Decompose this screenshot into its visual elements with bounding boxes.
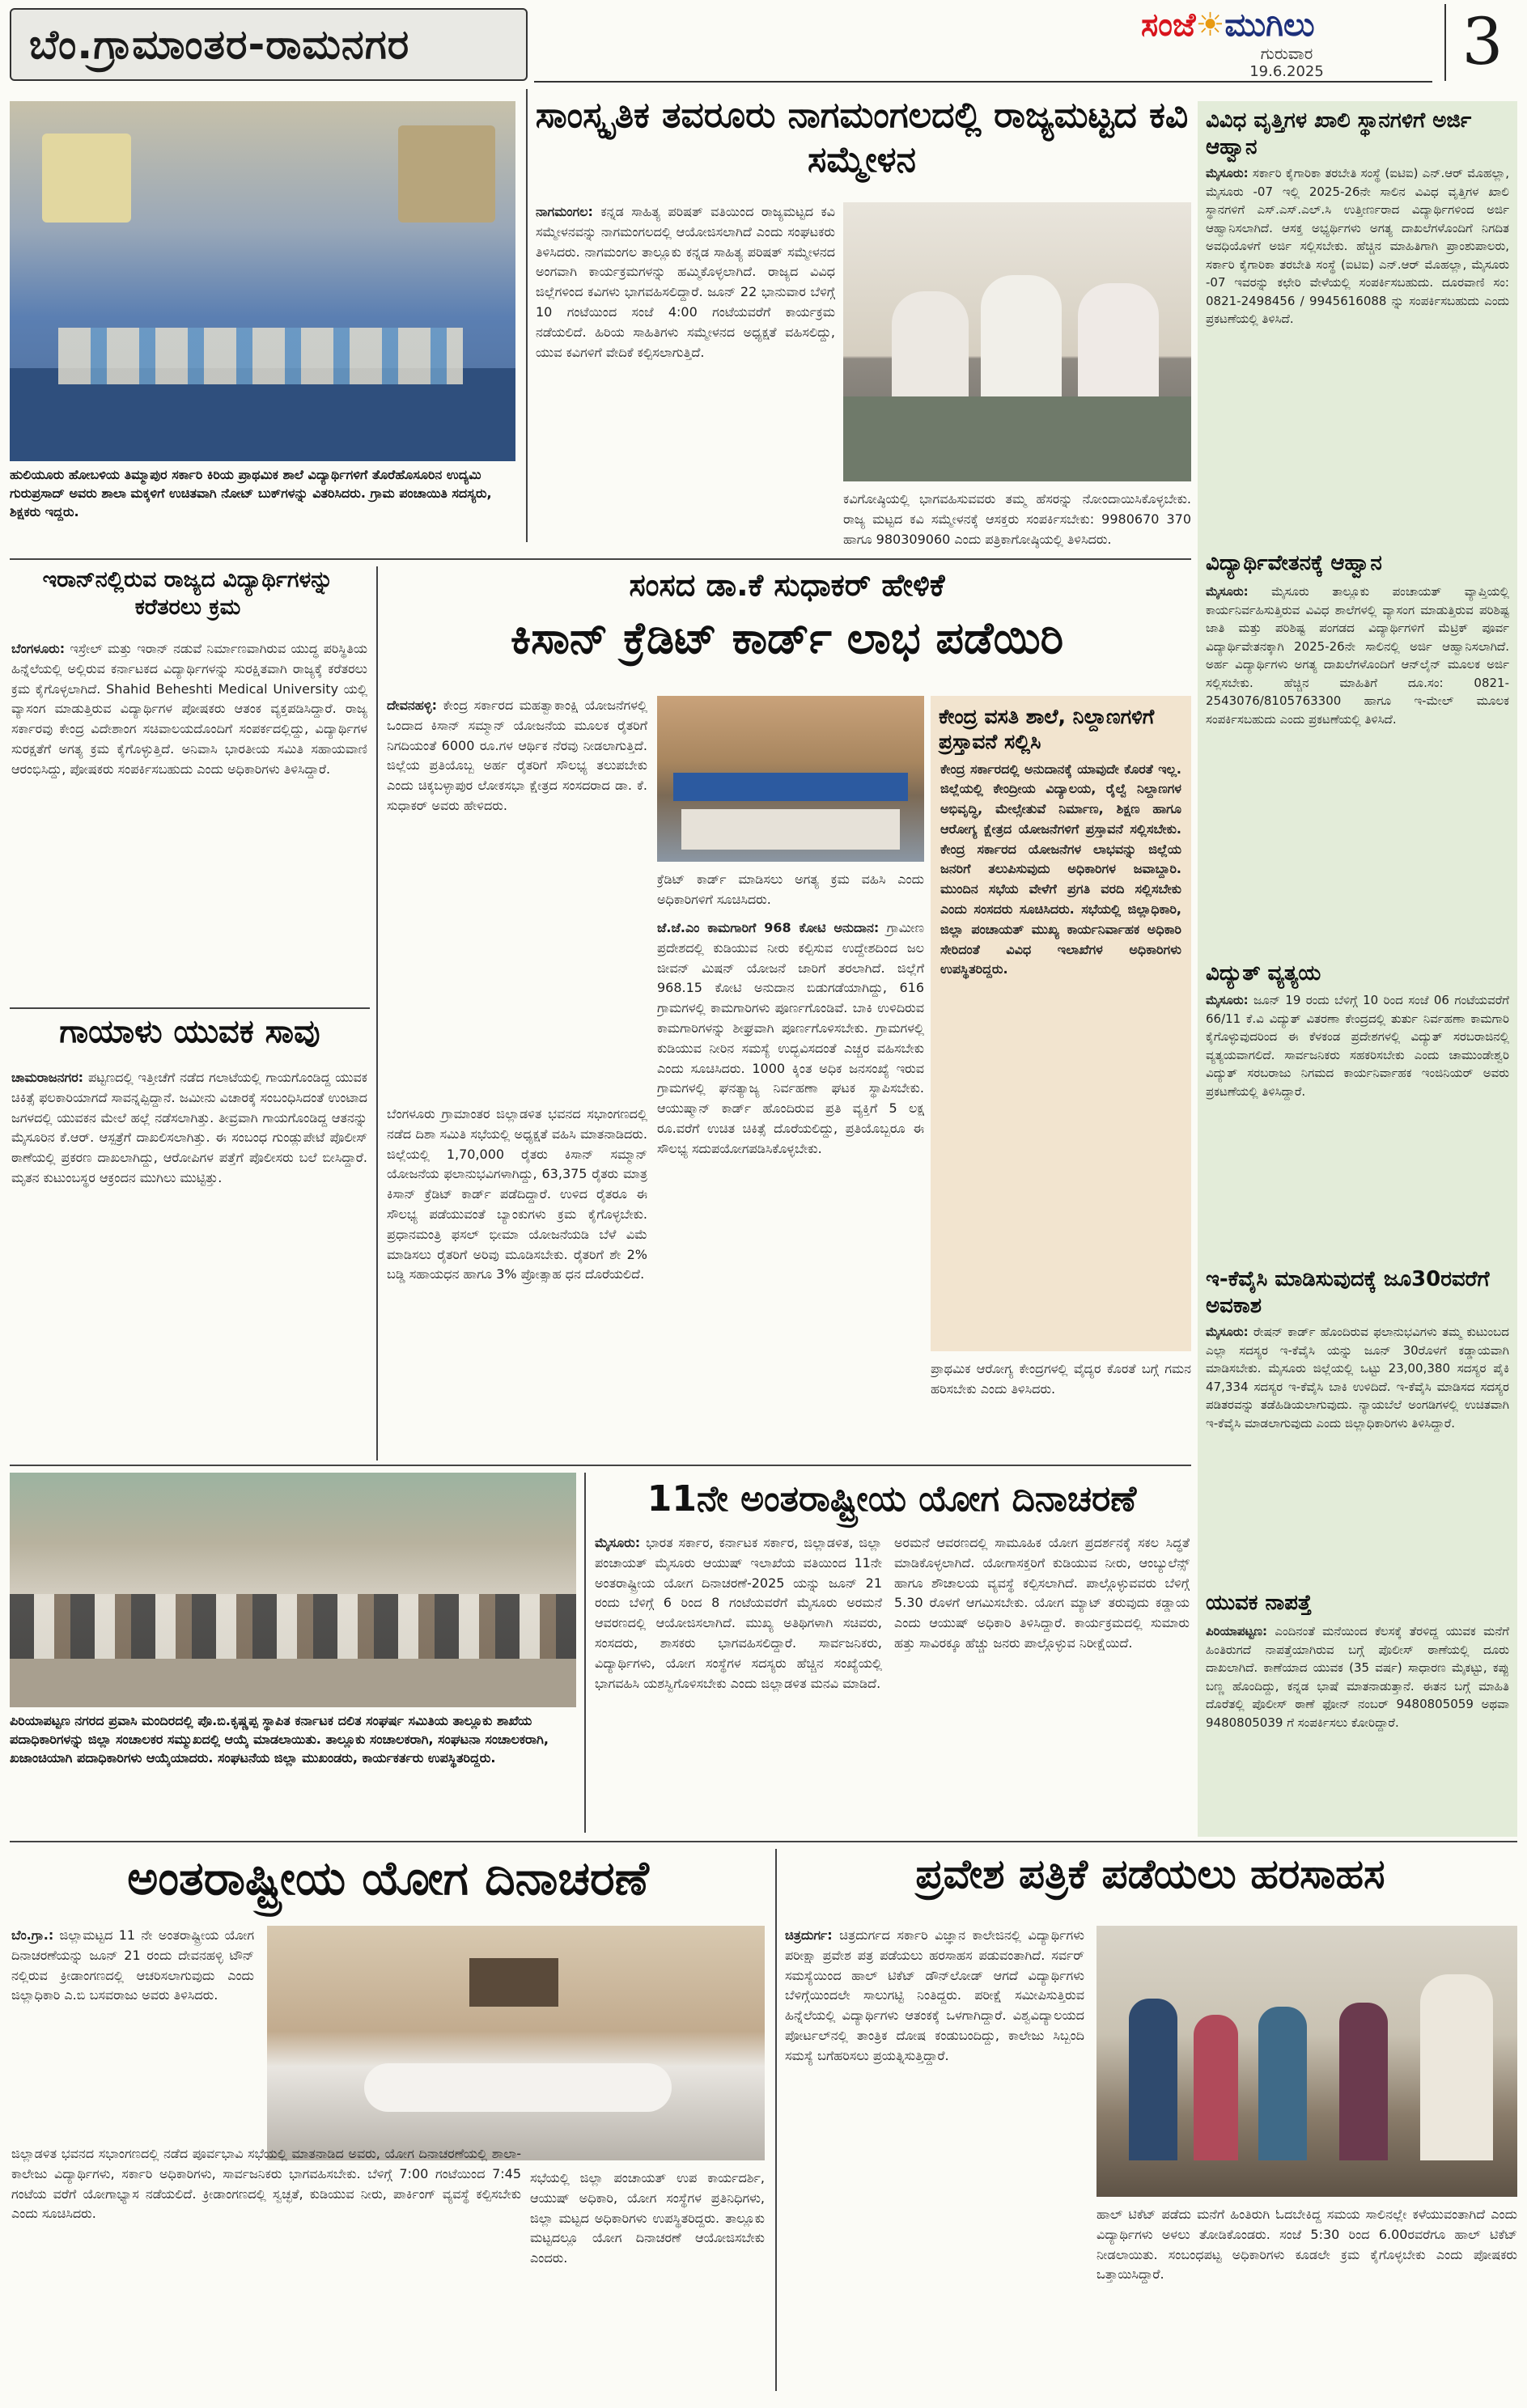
kisan-credit-body-2: ಬೆಂಗಳೂರು ಗ್ರಾಮಾಂತರ ಜಿಲ್ಲಾಡಳಿತ ಭವನದ ಸಭಾಂಗಣದಲ್ಲಿ ನಡೆದ ದಿಶಾ ಸಮಿತಿ ಸಭೆಯಲ್ಲಿ ಅಧ್ಯಕ್ಷತೆ ವಹಿಸಿ ಮಾತನಾಡಿದರು. ಜಿಲ್ಲೆಯಲ್ಲಿ 1,70,000 ರೈತರು ಕಿಸಾನ್ ಸಮ್ಮಾನ್ ಯೋಜನೆಯ ಫಲಾನುಭವಿಗಳಾಗಿದ್ದು, 63,375 ರೈತರು ಮಾತ್ರ ಕಿಸಾನ್ ಕ್ರೆಡಿಟ್ ಕಾರ್ಡ್ ಪಡೆದಿದ್ದಾರೆ. ಉಳಿದ ರೈತರೂ ಈ ಸೌಲಭ್ಯ ಪಡೆಯುವಂತೆ ಬ್ಯಾಂಕುಗಳು ಕ್ರಮ ಕೈಗೊಳ್ಳಬೇಕು. ಪ್ರಧಾನಮಂತ್ರಿ ಫಸಲ್ ಭೀಮಾ ಯೋಜನೆಯಡಿ ಬೆಳೆ ವಿಮೆ ಮಾಡಿಸಲು ರೈತರಿಗೆ ಅರಿವು ಮೂಡಿಸಬೇಕು. ರೈತರಿಗೆ ಶೇ 2% ಬಡ್ಡಿ ಸಹಾಯಧನ ಹಾಗೂ 3% ಪ್ರೋತ್ಸಾಹ ಧನ ದೊರೆಯಲಿದೆ. bbox=[387, 1106, 647, 1282]
column-divider bbox=[526, 89, 528, 542]
press-meet-photo bbox=[843, 202, 1191, 481]
missing-youth-body: ಪಿರಿಯಾಪಟ್ಟಣ: ಎಂದಿನಂತೆ ಮನೆಯಿಂದ ಕೆಲಸಕ್ಕೆ ತೆರಳಿದ್ದ ಯುವಕ ಮನೆಗೆ ಹಿಂತಿರುಗದೆ ನಾಪತ್ತೆಯಾಗಿರುವ ಬಗ್ಗೆ ಪೊಲೀಸ್ ಠಾಣೆಯಲ್ಲಿ ದೂರು ದಾಖಲಾಗಿದೆ. ಕಾಣೆಯಾದ ಯುವಕ (35 ವರ್ಷ) ಸಾಧಾರಣ ಮೈಕಟ್ಟು, ಕಪ್ಪು ಬಣ್ಣ ಹೊಂದಿದ್ದು, ಕನ್ನಡ ಭಾಷೆ ಮಾತನಾಡುತ್ತಾನೆ. ಈತನ ಬಗ್ಗೆ ಮಾಹಿತಿ ದೊರೆತಲ್ಲಿ ಪೊಲೀಸ್ ಠಾಣೆ ಫೋನ್ ನಂಬರ್ 9480805059 ಅಥವಾ 9480805039 ಗೆ ಸಂಪರ್ಕಿಸಲು ಕೋರಿದ್ದಾರೆ. bbox=[1206, 1624, 1509, 1730]
header-rule bbox=[534, 81, 1432, 83]
mysuru-yoga-body-2: ಅರಮನೆ ಆವರಣದಲ್ಲಿ ಸಾಮೂಹಿಕ ಯೋಗ ಪ್ರದರ್ಶನಕ್ಕೆ ಸಕಲ ಸಿದ್ಧತೆ ಮಾಡಿಕೊಳ್ಳಲಾಗಿದೆ. ಯೋಗಾಸಕ್ತರಿಗೆ ಕುಡಿಯುವ ನೀರು, ಆಂಬ್ಯುಲೆನ್ಸ್ ಹಾಗೂ ಶೌಚಾಲಯ ವ್ಯವಸ್ಥೆ ಕಲ್ಪಿಸಲಾಗಿದೆ. ಪಾಲ್ಗೊಳ್ಳುವವರು ಬೆಳಿಗ್ಗೆ 5.30 ರೊಳಗೆ ಆಗಮಿಸಬೇಕು. ಯೋಗ ಮ್ಯಾಟ್ ತರುವುದು ಕಡ್ಡಾಯ ಎಂದು ಆಯುಷ್ ಅಧಿಕಾರಿ ತಿಳಿಸಿದ್ದಾರೆ. ಕಾರ್ಯಕ್ರಮದಲ್ಲಿ ಸುಮಾರು ಹತ್ತು ಸಾವಿರಕ್ಕೂ ಹೆಚ್ಚು ಜನರು ಪಾಲ್ಗೊಳ್ಳುವ ನಿರೀಕ್ಷೆಯಿದೆ. bbox=[894, 1535, 1190, 1651]
kavi-sammelana-headline: ಸಾಂಸ್ಕೃತಿಕ ತವರೂರು ನಾಗಮಂಗಲದಲ್ಲಿ ರಾಜ್ಯಮಟ್ಟದ ಕವಿ ಸಮ್ಮೇಳನ bbox=[535, 95, 1189, 180]
ekyc-headline: ಇ-ಕೆವೈಸಿ ಮಾಡಿಸುವುದಕ್ಕೆ ಜೂ30ರವರೆಗೆ ಅವಕಾಶ bbox=[1206, 1267, 1490, 1318]
iti-notice-headline: ವಿವಿಧ ವೃತ್ತಿಗಳ ಖಾಲಿ ಸ್ಥಾನಗಳಿಗೆ ಅರ್ಜಿ ಆಹ್ವಾನ bbox=[1206, 108, 1472, 159]
injured-youth-body: ಚಾಮರಾಜನಗರ: ಪಟ್ಟಣದಲ್ಲಿ ಇತ್ತೀಚೆಗೆ ನಡೆದ ಗಲಾಟೆಯಲ್ಲಿ ಗಾಯಗೊಂಡಿದ್ದ ಯುವಕ ಚಿಕಿತ್ಸೆ ಫಲಕಾರಿಯಾಗದೆ ಸಾವನ್ನಪ್ಪಿದ್ದಾನೆ. ಜಮೀನು ವಿಚಾರಕ್ಕೆ ಸಂಬಂಧಿಸಿದಂತೆ ಉಂಟಾದ ಜಗಳದಲ್ಲಿ ಯುವಕನ ಮೇಲೆ ಹಲ್ಲೆ ನಡೆಸಲಾಗಿತ್ತು. ತೀವ್ರವಾಗಿ ಗಾಯಗೊಂಡಿದ್ದ ಆತನನ್ನು ಮೈಸೂರಿನ ಕೆ.ಆರ್. ಆಸ್ಪತ್ರೆಗೆ ದಾಖಲಿಸಲಾಗಿತ್ತು. ಈ ಸಂಬಂಧ ಗುಂಡ್ಲುಪೇಟೆ ಪೊಲೀಸ್ ಠಾಣೆಯಲ್ಲಿ ಪ್ರಕರಣ ದಾಖಲಾಗಿದ್ದು, ಆರೋಪಿಗಳ ಪತ್ತೆಗೆ ಪೊಲೀಸರು ಬಲೆ ಬೀಸಿದ್ದಾರೆ. ಮೃತನ ಕುಟುಂಬಸ್ಥರ ಆಕ್ರಂದನ ಮುಗಿಲು ಮುಟ್ಟಿತ್ತು. bbox=[11, 1070, 367, 1185]
central-school-body: ಕೇಂದ್ರ ಸರ್ಕಾರದಲ್ಲಿ ಅನುದಾನಕ್ಕೆ ಯಾವುದೇ ಕೊರತೆ ಇಲ್ಲ. ಜಿಲ್ಲೆಯಲ್ಲಿ ಕೇಂದ್ರೀಯ ವಿದ್ಯಾಲಯ, ರೈಲ್ವೆ ನಿಲ್ದಾಣಗಳ ಅಭಿವೃದ್ಧಿ, ಮೇಲ್ಸೇತುವೆ ನಿರ್ಮಾಣ, ಶಿಕ್ಷಣ ಹಾಗೂ ಆರೋಗ್ಯ ಕ್ಷೇತ್ರದ ಯೋಜನೆಗಳಿಗೆ ಪ್ರಸ್ತಾವನೆ ಸಲ್ಲಿಸಬೇಕು. ಕೇಂದ್ರ ಸರ್ಕಾರದ ಯೋಜನೆಗಳ ಲಾಭವನ್ನು ಜಿಲ್ಲೆಯ ಜನರಿಗೆ ತಲುಪಿಸುವುದು ಅಧಿಕಾರಿಗಳ ಜವಾಬ್ದಾರಿ. ಮುಂದಿನ ಸಭೆಯ ವೇಳೆಗೆ ಪ್ರಗತಿ ವರದಿ ಸಲ್ಲಿಸಬೇಕು ಎಂದು ಸಂಸದರು ಸೂಚಿಸಿದರು. ಸಭೆಯಲ್ಲಿ ಜಿಲ್ಲಾಧಿಕಾರಿ, ಜಿಲ್ಲಾ ಪಂಚಾಯತ್ ಮುಖ್ಯ ಕಾರ್ಯನಿರ್ವಾಹಕ ಅಧಿಕಾರಿ ಸೇರಿದಂತೆ ವಿವಿಧ ಇಲಾಖೆಗಳ ಅಧಿಕಾರಿಗಳು ಉಪಸ್ಥಿತರಿದ್ದರು. bbox=[940, 761, 1181, 977]
section-rule bbox=[10, 1841, 1517, 1842]
column-divider bbox=[775, 1849, 777, 2391]
yoga-day-body-3: ಸಭೆಯಲ್ಲಿ ಜಿಲ್ಲಾ ಪಂಚಾಯತ್ ಉಪ ಕಾರ್ಯದರ್ಶಿ, ಆಯುಷ್ ಅಧಿಕಾರಿ, ಯೋಗ ಸಂಸ್ಥೆಗಳ ಪ್ರತಿನಿಧಿಗಳು, ಜಿಲ್ಲಾ ಮಟ್ಟದ ಅಧಿಕಾರಿಗಳು ಉಪಸ್ಥಿತರಿದ್ದರು. ತಾಲ್ಲೂಕು ಮಟ್ಟದಲ್ಲೂ ಯೋಗ ದಿನಾಚರಣೆ ಆಯೋಜಿಸಬೇಕು ಎಂದರು. bbox=[530, 2170, 765, 2266]
central-school-tail: ಪ್ರಾಥಮಿಕ ಆರೋಗ್ಯ ಕೇಂದ್ರಗಳಲ್ಲಿ ವೈದ್ಯರ ಕೊರತೆ ಬಗ್ಗೆ ಗಮನ ಹರಿಸಬೇಕು ಎಂದು ತಿಳಿಸಿದರು. bbox=[931, 1361, 1191, 1397]
yoga-day-body-2: ಜಿಲ್ಲಾಡಳಿತ ಭವನದ ಸಭಾಂಗಣದಲ್ಲಿ ನಡೆದ ಪೂರ್ವಭಾವಿ ಸಭೆಯಲ್ಲಿ ಮಾತನಾಡಿದ ಅವರು, ಯೋಗ ದಿನಾಚರಣೆಯಲ್ಲಿ ಶಾಲಾ-ಕಾಲೇಜು ವಿದ್ಯಾರ್ಥಿಗಳು, ಸರ್ಕಾರಿ ಅಧಿಕಾರಿಗಳು, ಸಾರ್ವಜನಿಕರು ಭಾಗವಹಿಸಬೇಕು. ಬೆಳಿಗ್ಗೆ 7:00 ಗಂಟೆಯಿಂದ 7:45 ಗಂಟೆಯ ವರೆಗೆ ಯೋಗಾಭ್ಯಾಸ ನಡೆಯಲಿದೆ. ಕ್ರೀಡಾಂಗಣದಲ್ಲಿ ಸ್ವಚ್ಛತೆ, ಕುಡಿಯುವ ನೀರು, ಪಾರ್ಕಿಂಗ್ ವ್ಯವಸ್ಥೆ ಕಲ್ಪಿಸಬೇಕು ಎಂದು ಸೂಚಿಸಿದರು. bbox=[11, 2146, 521, 2222]
dss-group-photo bbox=[10, 1473, 576, 1707]
kisan-credit-headline: ಕಿಸಾನ್ ಕ್ರೆಡಿಟ್ ಕಾರ್ಡ್ ಲಾಭ ಪಡೆಯಿರಿ bbox=[510, 613, 1064, 663]
issue-day: ಗುರುವಾರ bbox=[1260, 44, 1313, 63]
paper-name: ಸಂಜೆ☀ಮುಗಿಲು bbox=[1141, 6, 1315, 44]
kavi-sammelana-body: ನಾಗಮಂಗಲ: ಕನ್ನಡ ಸಾಹಿತ್ಯ ಪರಿಷತ್ ವತಿಯಿಂದ ರಾಜ್ಯಮಟ್ಟದ ಕವಿ ಸಮ್ಮೇಳನವನ್ನು ನಾಗಮಂಗಲದಲ್ಲಿ ಆಯೋಜಿಸಲಾಗಿದೆ ಎಂದು ಸಂಘಟಕರು ತಿಳಿಸಿದರು. ನಾಗಮಂಗಲ ತಾಲ್ಲೂಕು ಕನ್ನಡ ಸಾಹಿತ್ಯ ಪರಿಷತ್ ಸಮ್ಮೇಳನದ ಅಂಗವಾಗಿ ಕಾರ್ಯಕ್ರಮಗಳನ್ನು ಹಮ್ಮಿಕೊಳ್ಳಲಾಗಿದೆ. ರಾಜ್ಯದ ವಿವಿಧ ಜಿಲ್ಲೆಗಳಿಂದ ಕವಿಗಳು ಭಾಗವಹಿಸಲಿದ್ದಾರೆ. ಜೂನ್ 22 ಭಾನುವಾರ ಬೆಳಿಗ್ಗೆ 10 ಗಂಟೆಯಿಂದ ಸಂಜೆ 4:00 ಗಂಟೆಯವರೆಗೆ ಕಾರ್ಯಕ್ರಮ ನಡೆಯಲಿದೆ. ಹಿರಿಯ ಸಾಹಿತಿಗಳು ಸಮ್ಮೇಳನದ ಅಧ್ಯಕ್ಷತೆ ವಹಿಸಲಿದ್ದು, ಯುವ ಕವಿಗಳಿಗೆ ವೇದಿಕೆ ಕಲ್ಪಿಸಲಾಗುತ್ತಿದೆ. bbox=[536, 204, 835, 360]
hall-ticket-body-2: ಹಾಲ್ ಟಿಕೆಟ್ ಪಡೆದು ಮನೆಗೆ ಹಿಂತಿರುಗಿ ಓದಬೇಕಿದ್ದ ಸಮಯ ಸಾಲಿನಲ್ಲೇ ಕಳೆಯುವಂತಾಗಿದೆ ಎಂದು ವಿದ್ಯಾರ್ಥಿಗಳು ಅಳಲು ತೋಡಿಕೊಂಡರು. ಸಂಜೆ 5:30 ರಿಂದ 6.00ರವರೆಗೂ ಹಾಲ್ ಟಿಕೆಟ್ ನೀಡಲಾಯಿತು. ಸಂಬಂಧಪಟ್ಟ ಅಧಿಕಾರಿಗಳು ಕೂಡಲೇ ಕ್ರಮ ಕೈಗೊಳ್ಳಬೇಕು ಎಂದು ಪೋಷಕರು ಒತ್ತಾಯಿಸಿದ್ದಾರೆ. bbox=[1096, 2207, 1517, 2283]
column-divider bbox=[376, 566, 378, 1460]
power-cut-body: ಮೈಸೂರು: ಜೂನ್ 19 ರಂದು ಬೆಳಿಗ್ಗೆ 10 ರಿಂದ ಸಂಜೆ 06 ಗಂಟೆಯವರೆಗೆ 66/11 ಕೆ.ವಿ ವಿದ್ಯುತ್ ವಿತರಣಾ ಕೇಂದ್ರದಲ್ಲಿ ತುರ್ತು ನಿರ್ವಹಣಾ ಕಾಮಗಾರಿ ಕೈಗೊಳ್ಳುವುದರಿಂದ ಈ ಕೆಳಕಂಡ ಪ್ರದೇಶಗಳಲ್ಲಿ ವಿದ್ಯುತ್ ಸರಬರಾಜಿನಲ್ಲಿ ವ್ಯತ್ಯಯವಾಗಲಿದೆ. ಸಾರ್ವಜನಿಕರು ಸಹಕರಿಸಬೇಕು ಎಂದು ಚಾಮುಂಡೇಶ್ವರಿ ವಿದ್ಯುತ್ ಸರಬರಾಜು ನಿಗಮದ ಕಾರ್ಯನಿರ್ವಾಹಕ ಇಂಜಿನಿಯರ್ ಅವರು ಪ್ರಕಟಣೆಯಲ್ಲಿ ತಿಳಿಸಿದ್ದಾರೆ. bbox=[1206, 993, 1509, 1099]
column-divider bbox=[584, 1473, 586, 1833]
iti-notice-body: ಮೈಸೂರು: ಸರ್ಕಾರಿ ಕೈಗಾರಿಕಾ ತರಬೇತಿ ಸಂಸ್ಥೆ (ಐಟಿಐ) ಎನ್.ಆರ್ ಮೊಹಲ್ಲಾ, ಮೈಸೂರು -07 ಇಲ್ಲಿ 2025-26ನೇ ಸಾಲಿನ ವಿವಿಧ ವೃತ್ತಿಗಳ ಖಾಲಿ ಸ್ಥಾನಗಳಿಗೆ ಎಸ್.ಎಸ್.ಎಲ್.ಸಿ ಉತ್ತೀರ್ಣರಾದ ವಿದ್ಯಾರ್ಥಿಗಳಿಂದ ಅರ್ಜಿ ಆಹ್ವಾನಿಸಲಾಗಿದೆ. ಆಸಕ್ತ ಅಭ್ಯರ್ಥಿಗಳು ಅಗತ್ಯ ದಾಖಲೆಗಳೊಂದಿಗೆ ನಿಗದಿತ ಅವಧಿಯೊಳಗೆ ಅರ್ಜಿ ಸಲ್ಲಿಸಬೇಕು. ಹೆಚ್ಚಿನ ಮಾಹಿತಿಗಾಗಿ ಪ್ರಾಂಶುಪಾಲರು, ಸರ್ಕಾರಿ ಕೈಗಾರಿಕಾ ತರಬೇತಿ ಸಂಸ್ಥೆ (ಐಟಿಐ) ಎನ್.ಆರ್ ಮೊಹಲ್ಲಾ, ಮೈಸೂರು -07 ಇವರನ್ನು ಕಛೇರಿ ವೇಳೆಯಲ್ಲಿ ಸಂಪರ್ಕಿಸಬಹುದು. ದೂರವಾಣಿ ಸಂ: 0821-2498456 / 9945616088 ನ್ನು ಸಂಪರ್ಕಿಸಬಹುದು ಎಂದು ಪ್ರಕಟಣೆಯಲ್ಲಿ ತಿಳಿಸಿದೆ. bbox=[1206, 166, 1509, 326]
ekyc-body: ಮೈಸೂರು: ರೇಷನ್ ಕಾರ್ಡ್ ಹೊಂದಿರುವ ಫಲಾನುಭವಿಗಳು ತಮ್ಮ ಕುಟುಂಬದ ಎಲ್ಲಾ ಸದಸ್ಯರ ಇ-ಕೆವೈಸಿ ಯನ್ನು ಜೂನ್ 30ರೊಳಗೆ ಕಡ್ಡಾಯವಾಗಿ ಮಾಡಿಸಬೇಕು. ಮೈಸೂರು ಜಿಲ್ಲೆಯಲ್ಲಿ ಒಟ್ಟು 23,00,380 ಸದಸ್ಯರ ಪೈಕಿ 47,334 ಸದಸ್ಯರ ಇ-ಕೆವೈಸಿ ಬಾಕಿ ಉಳಿದಿದೆ. ಇ-ಕೆವೈಸಿ ಮಾಡಿಸದ ಸದಸ್ಯರ ಪಡಿತರವನ್ನು ತಡೆಹಿಡಿಯಲಾಗುವುದು. ನ್ಯಾಯಬೆಲೆ ಅಂಗಡಿಗಳಲ್ಲಿ ಉಚಿತವಾಗಿ ಇ-ಕೆವೈಸಿ ಮಾಡಲಾಗುವುದು ಎಂದು ಜಿಲ್ಲಾಧಿಕಾರಿಗಳು ತಿಳಿಸಿದ್ದಾರೆ. bbox=[1206, 1325, 1509, 1431]
school-children-photo bbox=[10, 101, 515, 461]
central-school-headline: ಕೇಂದ್ರ ವಸತಿ ಶಾಲೆ, ನಿಲ್ದಾಣಗಳಿಗೆ ಪ್ರಸ್ತಾವನೆ ಸಲ್ಲಿಸಿ bbox=[939, 705, 1155, 754]
injured-youth-headline: ಗಾಯಾಳು ಯುವಕ ಸಾವು bbox=[59, 1013, 320, 1050]
students-queue-photo bbox=[1096, 1926, 1517, 2197]
masthead bbox=[1141, 6, 1432, 81]
iran-students-headline: ಇರಾನ್‌ನಲ್ಲಿರುವ ರಾಜ್ಯದ ವಿದ್ಯಾರ್ಥಿಗಳನ್ನು ಕರೆತರಲು ಕ್ರಮ bbox=[42, 567, 333, 620]
sudhakar-kicker: ಸಂಸದ ಡಾ.ಕೆ ಸುಧಾಕರ್ ಹೇಳಿಕೆ bbox=[629, 567, 945, 603]
school-photo-caption: ಹುಲಿಯೂರು ಹೋಬಳಿಯ ತಿಮ್ಮಾಪುರ ಸರ್ಕಾರಿ ಕಿರಿಯ ಪ್ರಾಥಮಿಕ ಶಾಲೆ ವಿದ್ಯಾರ್ಥಿಗಳಿಗೆ ತೊರೆಹೊಸೂರಿನ ಉದ್ಯಮಿ ಗುರುಪ್ರಸಾದ್ ಅವರು ಶಾಲಾ ಮಕ್ಕಳಿಗೆ ಉಚಿತವಾಗಿ ನೋಟ್ ಬುಕ್‌ಗಳನ್ನು ವಿತರಿಸಿದರು. ಗ್ರಾಮ ಪಂಚಾಯಿತಿ ಸದಸ್ಯರು, ಶಿಕ್ಷಕರು ಇದ್ದರು. bbox=[10, 467, 492, 520]
central-school-box bbox=[931, 696, 1191, 1351]
yoga-day-body-1: ಬೆಂ.ಗ್ರಾ.: ಜಿಲ್ಲಾಮಟ್ಟದ 11 ನೇ ಅಂತರಾಷ್ಟ್ರೀಯ ಯೋಗ ದಿನಾಚರಣೆಯನ್ನು ಜೂನ್ 21 ರಂದು ದೇವನಹಳ್ಳಿ ಟೌನ್ ನಲ್ಲಿರುವ ಕ್ರೀಡಾಂಗಣದಲ್ಲಿ ಆಚರಿಸಲಾಗುವುದು ಎಂದು ಜಿಲ್ಲಾಧಿಕಾರಿ ಎ.ಬಿ ಬಸವರಾಜು ಅವರು ತಿಳಿಸಿದರು. bbox=[11, 1927, 254, 2003]
scholarship-body: ಮೈಸೂರು: ಮೈಸೂರು ತಾಲ್ಲೂಕು ಪಂಚಾಯತ್ ವ್ಯಾಪ್ತಿಯಲ್ಲಿ ಕಾರ್ಯನಿರ್ವಹಿಸುತ್ತಿರುವ ವಿವಿಧ ಶಾಲೆಗಳಲ್ಲಿ ವ್ಯಾಸಂಗ ಮಾಡುತ್ತಿರುವ ಪರಿಶಿಷ್ಟ ಜಾತಿ ಮತ್ತು ಪರಿಶಿಷ್ಟ ಪಂಗಡದ ವಿದ್ಯಾರ್ಥಿಗಳಿಗೆ ಮೆಟ್ರಿಕ್ ಪೂರ್ವ ವಿದ್ಯಾರ್ಥಿವೇತನಕ್ಕಾಗಿ 2025-26ನೇ ಸಾಲಿನಲ್ಲಿ ಅರ್ಜಿ ಆಹ್ವಾನಿಸಲಾಗಿದೆ. ಅರ್ಹ ವಿದ್ಯಾರ್ಥಿಗಳು ಅಗತ್ಯ ದಾಖಲೆಗಳೊಂದಿಗೆ ಆನ್‌ಲೈನ್ ಮೂಲಕ ಅರ್ಜಿ ಸಲ್ಲಿಸಬೇಕು. ಹೆಚ್ಚಿನ ಮಾಹಿತಿಗೆ ದೂ.ಸಂ: 0821-2543076/8105763300 ಹಾಗೂ ಇ-ಮೇಲ್ ಮೂಲಕ ಸಂಪರ್ಕಿಸಬಹುದು ಎಂದು ಪ್ರಕಟಣೆಯಲ್ಲಿ ತಿಳಿಸಿದೆ. bbox=[1206, 584, 1509, 727]
missing-youth-headline: ಯುವಕ ನಾಪತ್ತೆ bbox=[1206, 1591, 1312, 1615]
jjm-body: ಜೆ.ಜೆ.ಎಂ ಕಾಮಗಾರಿಗೆ 968 ಕೋಟಿ ಅನುದಾನ: ಗ್ರಾಮೀಣ ಪ್ರದೇಶದಲ್ಲಿ ಕುಡಿಯುವ ನೀರು ಕಲ್ಪಿಸುವ ಉದ್ದೇಶದಿಂದ ಜಲ ಜೀವನ್ ಮಿಷನ್ ಯೋಜನೆ ಜಾರಿಗೆ ತರಲಾಗಿದೆ. ಜಿಲ್ಲೆಗೆ 968.15 ಕೋಟಿ ಅನುದಾನ ಬಿಡುಗಡೆಯಾಗಿದ್ದು, 616 ಗ್ರಾಮಗಳಲ್ಲಿ ಕಾಮಗಾರಿಗಳು ಪೂರ್ಣಗೊಂಡಿವೆ. ಬಾಕಿ ಉಳಿದಿರುವ ಕಾಮಗಾರಿಗಳನ್ನು ಶೀಘ್ರವಾಗಿ ಪೂರ್ಣಗೊಳಿಸಬೇಕು. ಗ್ರಾಮಗಳಲ್ಲಿ ಕುಡಿಯುವ ನೀರಿನ ಸಮಸ್ಯೆ ಉದ್ಭವಿಸದಂತೆ ಎಚ್ಚರ ವಹಿಸಬೇಕು ಎಂದು ಸೂಚಿಸಿದರು. 1000 ಕ್ಕಿಂತ ಅಧಿಕ ಜನಸಂಖ್ಯೆ ಇರುವ ಗ್ರಾಮಗಳಲ್ಲಿ ಘನತ್ಯಾಜ್ಯ ನಿರ್ವಹಣಾ ಘಟಕ ಸ್ಥಾಪಿಸಬೇಕು. ಆಯುಷ್ಮಾನ್ ಕಾರ್ಡ್ ಹೊಂದಿರುವ ಪ್ರತಿ ವ್ಯಕ್ತಿಗೆ 5 ಲಕ್ಷ ರೂ.ವರೆಗೆ ಉಚಿತ ಚಿಕಿತ್ಸೆ ದೊರೆಯಲಿದ್ದು, ಪ್ರತಿಯೊಬ್ಬರೂ ಈ ಸೌಲಭ್ಯ ಸದುಪಯೋಗಪಡಿಸಿಕೊಳ್ಳಬೇಕು. bbox=[657, 920, 924, 1156]
power-cut-headline: ವಿದ್ಯುತ್ ವ್ಯತ್ಯಯ bbox=[1206, 961, 1321, 986]
section-rule bbox=[10, 1465, 1191, 1466]
iran-students-body: ಬೆಂಗಳೂರು: ಇಸ್ರೇಲ್ ಮತ್ತು ಇರಾನ್ ನಡುವೆ ನಿರ್ಮಾಣವಾಗಿರುವ ಯುದ್ಧ ಪರಿಸ್ಥಿತಿಯ ಹಿನ್ನೆಲೆಯಲ್ಲಿ ಅಲ್ಲಿರುವ ಕರ್ನಾಟಕದ ವಿದ್ಯಾರ್ಥಿಗಳನ್ನು ಸುರಕ್ಷಿತವಾಗಿ ರಾಜ್ಯಕ್ಕೆ ಕರೆತರಲು ಕ್ರಮ ಕೈಗೊಳ್ಳಲಾಗಿದೆ. Shahid Beheshti Medical University ಯಲ್ಲಿ ವ್ಯಾಸಂಗ ಮಾಡುತ್ತಿರುವ ವಿದ್ಯಾರ್ಥಿಗಳ ಪೋಷಕರು ಆತಂಕ ವ್ಯಕ್ತಪಡಿಸಿದ್ದಾರೆ. ರಾಜ್ಯ ಸರ್ಕಾರವು ಕೇಂದ್ರ ವಿದೇಶಾಂಗ ಸಚಿವಾಲಯದೊಂದಿಗೆ ಸಂಪರ್ಕದಲ್ಲಿದ್ದು, ವಿದ್ಯಾರ್ಥಿಗಳ ಸುರಕ್ಷತೆಗೆ ಅಗತ್ಯ ಕ್ರಮ ಕೈಗೊಳ್ಳುತ್ತಿದೆ. ಅನಿವಾಸಿ ಭಾರತೀಯ ಸಮಿತಿ ಸಹಾಯವಾಣಿ ಆರಂಭಿಸಿದ್ದು, ಪೋಷಕರು ಸಂಪರ್ಕಿಸಬಹುದು ಎಂದು ಅಧಿಕಾರಿಗಳು ತಿಳಿಸಿದ್ದಾರೆ. bbox=[11, 641, 367, 777]
disha-meeting-photo bbox=[657, 696, 924, 862]
section-rule bbox=[10, 558, 1191, 560]
notices-sidebar bbox=[1198, 101, 1517, 1837]
scholarship-headline: ವಿದ್ಯಾರ್ಥಿವೇತನಕ್ಕೆ ಆಹ್ವಾನ bbox=[1206, 551, 1382, 575]
yoga-day-headline: ಅಂತರಾಷ್ಟ್ರೀಯ ಯೋಗ ದಿನಾಚರಣೆ bbox=[127, 1851, 649, 1906]
mysuru-yoga-body-1: ಮೈಸೂರು: ಭಾರತ ಸರ್ಕಾರ, ಕರ್ನಾಟಕ ಸರ್ಕಾರ, ಜಿಲ್ಲಾಡಳಿತ, ಜಿಲ್ಲಾ ಪಂಚಾಯತ್ ಮೈಸೂರು ಆಯುಷ್ ಇಲಾಖೆಯ ವತಿಯಿಂದ 11ನೇ ಅಂತರಾಷ್ಟ್ರೀಯ ಯೋಗ ದಿನಾಚರಣೆ-2025 ಯನ್ನು ಜೂನ್ 21 ರಂದು ಬೆಳಿಗ್ಗೆ 6 ರಿಂದ 8 ಗಂಟೆಯವರೆಗೆ ಮೈಸೂರು ಅರಮನೆ ಆವರಣದಲ್ಲಿ ಆಯೋಜಿಸಲಾಗಿದೆ. ಮುಖ್ಯ ಅತಿಥಿಗಳಾಗಿ ಸಚಿವರು, ಸಂಸದರು, ಶಾಸಕರು ಭಾಗವಹಿಸಲಿದ್ದಾರೆ. ಸಾರ್ವಜನಿಕರು, ವಿದ್ಯಾರ್ಥಿಗಳು, ಯೋಗ ಸಂಸ್ಥೆಗಳ ಸದಸ್ಯರು ಹೆಚ್ಚಿನ ಸಂಖ್ಯೆಯಲ್ಲಿ ಭಾಗವಹಿಸಿ ಯಶಸ್ವಿಗೊಳಿಸಬೇಕು ಎಂದು ಜಿಲ್ಲಾಡಳಿತ ಮನವಿ ಮಾಡಿದೆ. bbox=[595, 1535, 882, 1691]
section-banner: ಬೆಂ.ಗ್ರಾಮಾಂತರ-ರಾಮನಗರ bbox=[10, 8, 528, 81]
issue-date: 19.6.2025 bbox=[1249, 63, 1324, 80]
kisan-credit-body-1: ದೇವನಹಳ್ಳಿ: ಕೇಂದ್ರ ಸರ್ಕಾರದ ಮಹತ್ವಾಕಾಂಕ್ಷಿ ಯೋಜನೆಗಳಲ್ಲಿ ಒಂದಾದ ಕಿಸಾನ್ ಸಮ್ಮಾನ್ ಯೋಜನೆಯ ಮೂಲಕ ರೈತರಿಗೆ ನಿಗದಿಯಂತೆ 6000 ರೂ.ಗಳ ಆರ್ಥಿಕ ನೆರವು ನೀಡಲಾಗುತ್ತಿದೆ. ಜಿಲ್ಲೆಯ ಪ್ರತಿಯೊಬ್ಬ ಅರ್ಹ ರೈತರಿಗೆ ಸೌಲಭ್ಯ ತಲುಪಬೇಕು ಎಂದು ಚಿಕ್ಕಬಳ್ಳಾಪುರ ಲೋಕಸಭಾ ಕ್ಷೇತ್ರದ ಸಂಸದರಾದ ಡಾ. ಕೆ. ಸುಧಾಕರ್ ಅವರು ಹೇಳಿದರು. bbox=[387, 697, 647, 813]
mysuru-yoga-headline: 11ನೇ ಅಂತರಾಷ್ಟ್ರೀಯ ಯೋಗ ದಿನಾಚರಣೆ bbox=[647, 1478, 1137, 1520]
page-number: 3 bbox=[1444, 4, 1519, 81]
dss-photo-caption: ಪಿರಿಯಾಪಟ್ಟಣ ನಗರದ ಪ್ರವಾಸಿ ಮಂದಿರದಲ್ಲಿ ಪೊ.ಬಿ.ಕೃಷ್ಣಪ್ಪ ಸ್ಥಾಪಿತ ಕರ್ನಾಟಕ ದಲಿತ ಸಂಘರ್ಷ ಸಮಿತಿಯ ತಾಲ್ಲೂಕು ಶಾಖೆಯ ಪದಾಧಿಕಾರಿಗಳನ್ನು ಜಿಲ್ಲಾ ಸಂಚಾಲಕರ ಸಮ್ಮುಖದಲ್ಲಿ ಆಯ್ಕೆ ಮಾಡಲಾಯಿತು. ತಾಲ್ಲೂಕು ಸಂಚಾಲಕರಾಗಿ, ಸಂಘಟನಾ ಸಂಚಾಲಕರಾಗಿ, ಖಜಾಂಚಿಯಾಗಿ ಪದಾಧಿಕಾರಿಗಳು ಆಯ್ಕೆಯಾದರು. ಸಂಘಟನೆಯ ಜಿಲ್ಲಾ ಮುಖಂಡರು, ಕಾರ್ಯಕರ್ತರು ಉಪಸ್ಥಿತರಿದ್ದರು. bbox=[10, 1713, 549, 1766]
story-rule bbox=[10, 1007, 370, 1009]
hall-ticket-body-1: ಚಿತ್ರದುರ್ಗ: ಚಿತ್ರದುರ್ಗದ ಸರ್ಕಾರಿ ವಿಜ್ಞಾನ ಕಾಲೇಜಿನಲ್ಲಿ ವಿದ್ಯಾರ್ಥಿಗಳು ಪರೀಕ್ಷಾ ಪ್ರವೇಶ ಪತ್ರ ಪಡೆಯಲು ಹರಸಾಹಸ ಪಡುವಂತಾಗಿದೆ. ಸರ್ವರ್ ಸಮಸ್ಯೆಯಿಂದ ಹಾಲ್ ಟಿಕೆಟ್ ಡೌನ್‌ಲೋಡ್ ಆಗದೆ ವಿದ್ಯಾರ್ಥಿಗಳು ಬೆಳಿಗ್ಗೆಯಿಂದಲೇ ಸಾಲುಗಟ್ಟಿ ನಿಂತಿದ್ದರು. ಪರೀಕ್ಷೆ ಸಮೀಪಿಸುತ್ತಿರುವ ಹಿನ್ನೆಲೆಯಲ್ಲಿ ವಿದ್ಯಾರ್ಥಿಗಳು ಆತಂಕಕ್ಕೆ ಒಳಗಾಗಿದ್ದಾರೆ. ವಿಶ್ವವಿದ್ಯಾಲಯದ ಪೋರ್ಟಲ್‌ನಲ್ಲಿ ತಾಂತ್ರಿಕ ದೋಷ ಕಂಡುಬಂದಿದ್ದು, ಕಾಲೇಜು ಸಿಬ್ಬಂದಿ ಸಮಸ್ಯೆ ಬಗೆಹರಿಸಲು ಪ್ರಯತ್ನಿಸುತ್ತಿದ್ದಾರೆ. bbox=[785, 1927, 1084, 2063]
yoga-meeting-photo bbox=[267, 1926, 765, 2160]
hall-ticket-headline: ಪ್ರವೇಶ ಪತ್ರಿಕೆ ಪಡೆಯಲು ಹರಸಾಹಸ bbox=[915, 1851, 1385, 1897]
kisan-credit-body-3: ಕ್ರೆಡಿಟ್ ಕಾರ್ಡ್ ಮಾಡಿಸಲು ಅಗತ್ಯ ಕ್ರಮ ವಹಿಸಿ ಎಂದು ಅಧಿಕಾರಿಗಳಿಗೆ ಸೂಚಿಸಿದರು. bbox=[657, 871, 924, 907]
sun-palm-icon: ☀ bbox=[1195, 6, 1225, 44]
kavi-sammelana-body-2: ಕವಿಗೋಷ್ಠಿಯಲ್ಲಿ ಭಾಗವಹಿಸುವವರು ತಮ್ಮ ಹೆಸರನ್ನು ನೋಂದಾಯಿಸಿಕೊಳ್ಳಬೇಕು. ರಾಜ್ಯ ಮಟ್ಟದ ಕವಿ ಸಮ್ಮೇಳನಕ್ಕೆ ಆಸಕ್ತರು ಸಂಪರ್ಕಿಸಬೇಕು: 9980670 370 ಹಾಗೂ 980309060 ಎಂದು ಪತ್ರಿಕಾಗೋಷ್ಠಿಯಲ್ಲಿ ತಿಳಿಸಿದರು. bbox=[843, 491, 1191, 547]
